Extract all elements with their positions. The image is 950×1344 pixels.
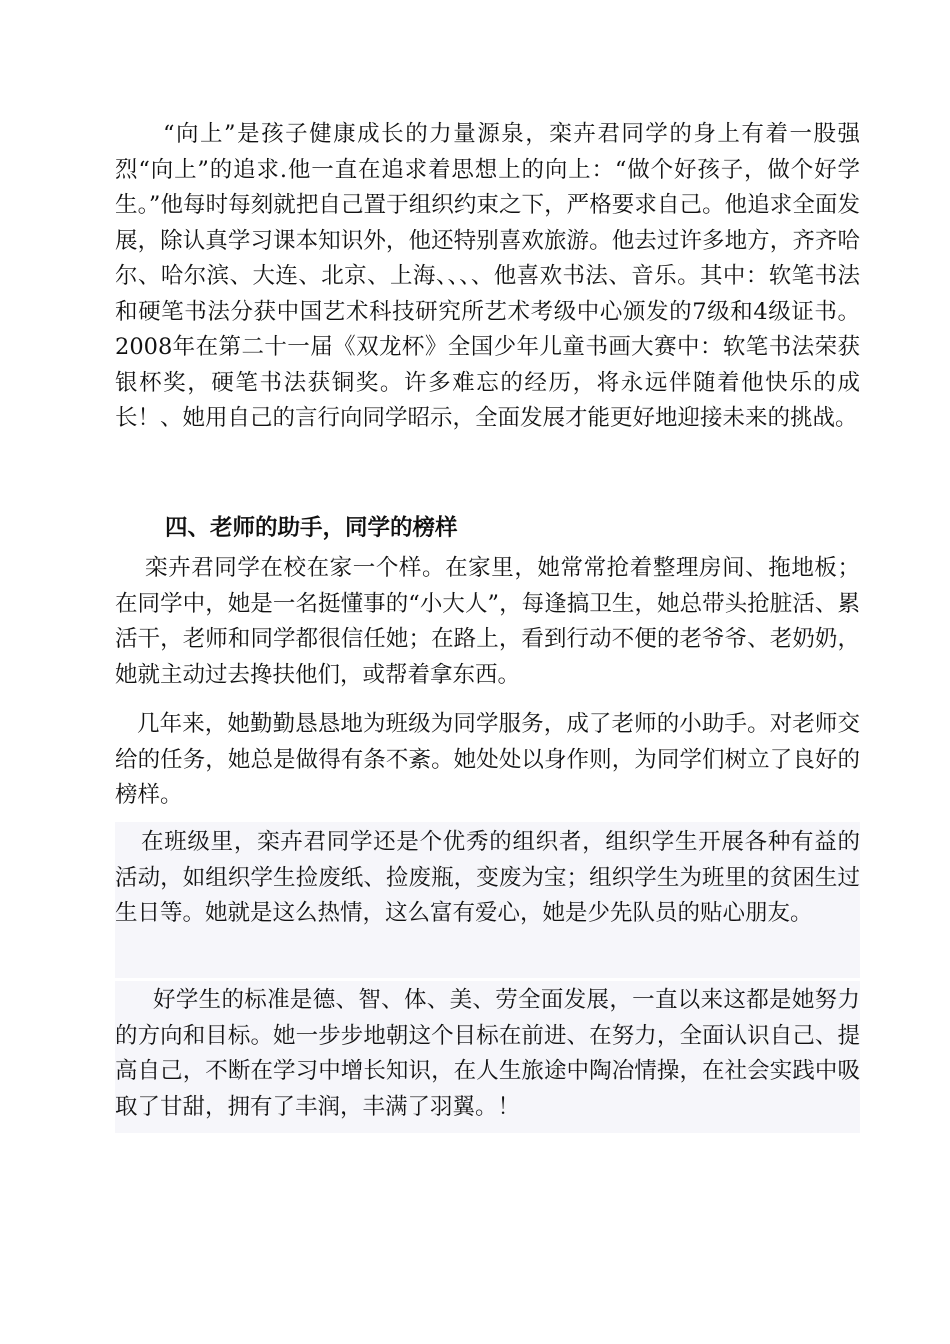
- section-heading: 四、老师的助手，同学的榜样: [165, 515, 458, 541]
- paragraph-class-organizer: 在班级里，栾卉君同学还是个优秀的组织者，组织学生开展各种有益的活动，如组织学生捡废纸、捡废瓶，变废为宝；组织学生为班里的贫困生过生日等。她就是这么热情，这么富有爱心，她是少先队员的贴心朋友。: [115, 829, 860, 926]
- paragraph-good-student-standard: 好学生的标准是德、智、体、美、劳全面发展，一直以来这都是她努力的方向和目标。她一步步地朝这个目标在前进、在努力，全面认识自己、提高自己，不断在学习中增长知识，在人生旅途中陶冶情操，在社会实践中吸取了甘甜，拥有了丰润，丰满了羽翼。！: [115, 987, 860, 1120]
- paragraph-teacher-helper: 几年来，她勤勤恳恳地为班级为同学服务，成了老师的小助手。对老师交给的任务，她总是做得有条不紊。她处处以身作则，为同学们树立了良好的榜样。: [115, 711, 860, 808]
- paragraph-upward-pursuit: “向上”是孩子健康成长的力量源泉，栾卉君同学的身上有着一股强烈“向上”的追求.他一直在追求着思想上的向上：“做个好孩子，做个好学生。”他每时每刻就把自己置于组织约束之下，严格要求自己。他追求全面发展，除认真学习课本知识外，他还特别喜欢旅游。他去过许多地方，齐齐哈尔、哈尔滨、大连、北京、上海、、、、他喜欢书法、音乐。其中：软笔书法和硬笔书法分获中国艺术科技研究所艺术考级中心颁发的7级和4级证书。2008年在第二十一届《双龙杯》全国少年儿童书画大赛中：软笔书法荣获银杯奖，硬笔书法获铜奖。许多难忘的经历，将永远伴随着他快乐的成长！、她用自己的言行向同学昭示，全面发展才能更好地迎接未来的挑战。: [115, 121, 860, 431]
- paragraph-home-and-school: 栾卉君同学在校在家一个样。在家里，她常常抢着整理房间、拖地板；在同学中，她是一名挺懂事的“小大人”，每逢搞卫生，她总带头抢脏活、累活干，老师和同学都很信任她；在路上，看到行动不便的老爷爷、老奶奶，她就主动过去搀扶他们，或帮着拿东西。: [115, 555, 860, 688]
